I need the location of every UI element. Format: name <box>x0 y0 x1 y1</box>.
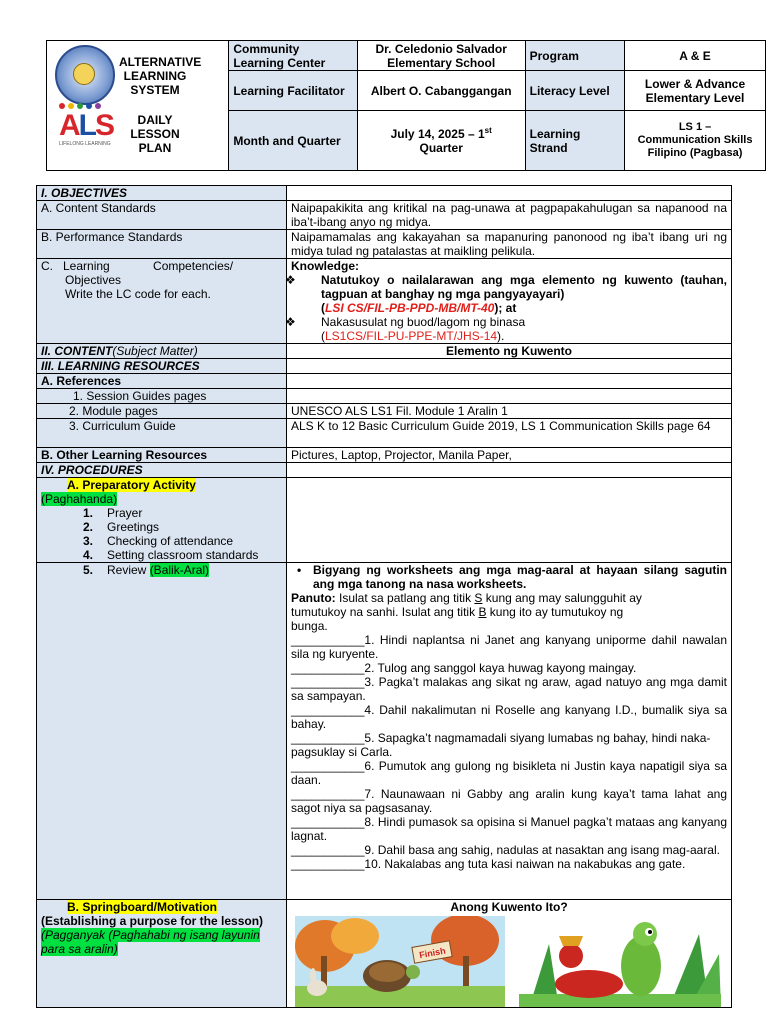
value-strand: LS 1 – Communication Skills Filipino (Pagbasa) <box>625 111 766 171</box>
curriculum-guide-value: ALS K to 12 Basic Curriculum Guide 2019, LS 1 Communication Skills page 64 <box>287 419 732 448</box>
worksheet-item-cont: pagsuklay si Carla. <box>291 745 393 759</box>
curriculum-guide-label: 3. Curriculum Guide <box>37 419 287 448</box>
competency-1: ❖ Natutukoy o nailalarawan ang mga elemento ng kuwento (tauhan, tagpuan at banghay ng mga pangyayayari) (LSI CS/FIL-PB-PPD-MB/MT-40); at <box>285 273 727 315</box>
svg-text:Finish: Finish <box>418 945 447 961</box>
worksheet-item: ___________3. Pagka’t malakas ang sikat ng araw, agad natuyo ang mga damit sa sampayan. <box>291 675 727 703</box>
competencies-value: Knowledge: ❖ Natutukoy o nailalarawan ang mga elemento ng kuwento (tauhan, tagpuan at banghay ng mga pangyayayari) (LSI CS/FIL-PB-PPD-MB/MT-40); at ❖ Nakasusulat ng buod/lagom ng binasa (LS1CS/FIL-PU-PPE-MT/JHS-14). <box>287 259 732 344</box>
worksheet-instruction: • Bigyang ng worksheets ang mga mag-aaral at hayaan silang sagutin ang mga tanong na nasa worksheets. <box>297 563 727 591</box>
section-resources: III. LEARNING RESOURCES <box>37 359 287 374</box>
section-procedures: IV. PROCEDURES <box>37 463 287 478</box>
label-month: Month and Quarter <box>229 111 357 171</box>
panuto: Panuto: Isulat sa patlang ang titik S kung ang may salungguhit ay <box>291 591 642 605</box>
content-label: II. CONTENT(Subject Matter) <box>37 344 287 359</box>
springboard-content <box>287 900 732 1008</box>
worksheet-item: ___________10. Nakalabas ang tuta kasi naiwan na nakabukas ang gate. <box>291 857 686 871</box>
als-logo-icon: ALS LIFELONG LEARNING <box>59 103 117 143</box>
other-resources-label: B. Other Learning Resources <box>37 448 287 463</box>
logo-cell <box>47 41 229 171</box>
plan-title: DAILY LESSON PLAN <box>130 113 180 155</box>
worksheet-item: ___________4. Dahil nakalimutan ni Roselle ang kanyang I.D., bumalik siya sa bahay. <box>291 703 727 731</box>
section-objectives: I. OBJECTIVES <box>37 186 287 201</box>
label-center: Community Learning Center <box>229 41 357 71</box>
label-strand: Learning Strand <box>525 111 624 171</box>
content-standards-label: A. Content Standards <box>37 201 287 230</box>
performance-standards-label: B. Performance Standards <box>37 230 287 259</box>
review-worksheet: • Bigyang ng worksheets ang mga mag-aaral at hayaan silang sagutin ang mga tanong na nasa worksheets. Panuto: Isulat sa patlang ang titik S kung ang may salungguhit ay tumutukoy na sanhi. Isulat ang titik B kung ito ay tumutukoy ng bunga. ___________1. Hindi naplantsa ni Janet ang kanyang uniporme dahil nawalan sila ng kuryente. ___________2. Tulog ang sanggol kaya huwag kayong maingay. ___________3. Pagka’t malakas ang sikat ng araw, agad natuyo ang mga damit sa sampayan. ___________4. Dahil nakalimutan ni Roselle ang kanyang I.D., bumalik siya sa bahay. ___________5. Sapagka’t nagmamadali siyang lumabas ng bahay, hindi naka- pagsuklay si Carla. ___________6. Pumutok ang gulong ng bisikleta ni Justin kaya napatigil siya sa daan. ___________7. Naunawaan ni Gabby ang aralin kung kaya’t tama lahat ang sagot niya sa pagsasanay. ___________8. Hindi pumasok sa opisina si Manuel pagka’t mataas ang kanyang lagnat. ___________9. Dahil basa ang sahig, nadulas at nasaktan ang isang mag-aaral. ___________10. Nakalabas ang tuta kasi naiwan na nakabukas ang gate. <box>287 563 732 900</box>
tortoise-hare-illustration <box>295 916 505 1008</box>
label-literacy: Literacy Level <box>525 71 624 111</box>
worksheet-item: ___________8. Hindi pumasok sa opisina si Manuel pagka’t mataas ang kanyang lagnat. <box>291 815 727 843</box>
value-program: A & E <box>625 41 766 71</box>
system-title: ALTERNATIVE LEARNING SYSTEM <box>119 55 202 97</box>
lesson-plan-table <box>36 185 732 1008</box>
story-question: Anong Kuwento Ito? <box>450 900 568 914</box>
preparatory-activity: A. Preparatory Activity (Paghahanda) 1. Prayer 2. Greetings 3. Checking of attendance 4. Setting classroom standards <box>37 478 287 563</box>
content-standards-value: Naipapakikita ang kritikal na pag-unawa at pagpapakahulugan sa napanood na iba’t-ibang anyo ng midya. <box>287 201 732 230</box>
worksheet-item: ___________1. Hindi naplantsa ni Janet ang kanyang uniporme dahil nawalan sila ng kuryente. <box>291 633 727 661</box>
worksheet-item: ___________7. Naunawaan ni Gabby ang aralin kung kaya’t tama lahat ang sagot niya sa pagsasanay. <box>291 787 727 815</box>
review-label: 5. Review (Balik-Aral) <box>37 563 287 900</box>
header-table <box>46 40 766 171</box>
competency-2: ❖ Nakasusulat ng buod/lagom ng binasa (LS1CS/FIL-PU-PPE-MT/JHS-14). <box>285 315 526 343</box>
worksheet-item: ___________2. Tulog ang sanggol kaya huwag kayong maingay. <box>291 661 637 675</box>
deped-seal-icon <box>55 45 115 105</box>
worksheet-item: ___________9. Dahil basa ang sahig, nadulas at nasaktan ang isang mag-aaral. <box>291 843 720 857</box>
value-literacy: Lower & Advance Elementary Level <box>625 71 766 111</box>
label-facilitator: Learning Facilitator <box>229 71 357 111</box>
ant-grasshopper-illustration <box>519 914 721 1008</box>
performance-standards-value: Naipamamalas ang kakayahan sa mapanuring panonood ng iba’t ibang uri ng midya tulad ng patalastas at maikling pelikula. <box>287 230 732 259</box>
content-value: Elemento ng Kuwento <box>287 344 732 359</box>
value-center: Dr. Celedonio Salvador Elementary School <box>357 41 525 71</box>
module-pages-label: 2. Module pages <box>37 404 287 419</box>
session-guides-label: 1. Session Guides pages <box>37 389 287 404</box>
worksheet-item: ___________6. Pumutok ang gulong ng bisikleta ni Justin kaya napatigil siya sa daan. <box>291 759 727 787</box>
competencies-label: C. Learning Competencies/ Objectives Write the LC code for each. <box>37 259 287 344</box>
other-resources-value: Pictures, Laptop, Projector, Manila Paper, <box>287 448 732 463</box>
value-facilitator: Albert O. Cabanggangan <box>357 71 525 111</box>
worksheet-item: ___________5. Sapagka’t nagmamadali siyang lumabas ng bahay, hindi naka- <box>291 731 711 745</box>
springboard-label: B. Springboard/Motivation (Establishing a purpose for the lesson) (Pagganyak (Paghahabi ng isang layunin para sa aralin) <box>37 900 287 1008</box>
label-program: Program <box>525 41 624 71</box>
references-label: A. References <box>37 374 287 389</box>
value-month: July 14, 2025 – 1st Quarter <box>357 111 525 171</box>
module-pages-value: UNESCO ALS LS1 Fil. Module 1 Aralin 1 <box>287 404 732 419</box>
